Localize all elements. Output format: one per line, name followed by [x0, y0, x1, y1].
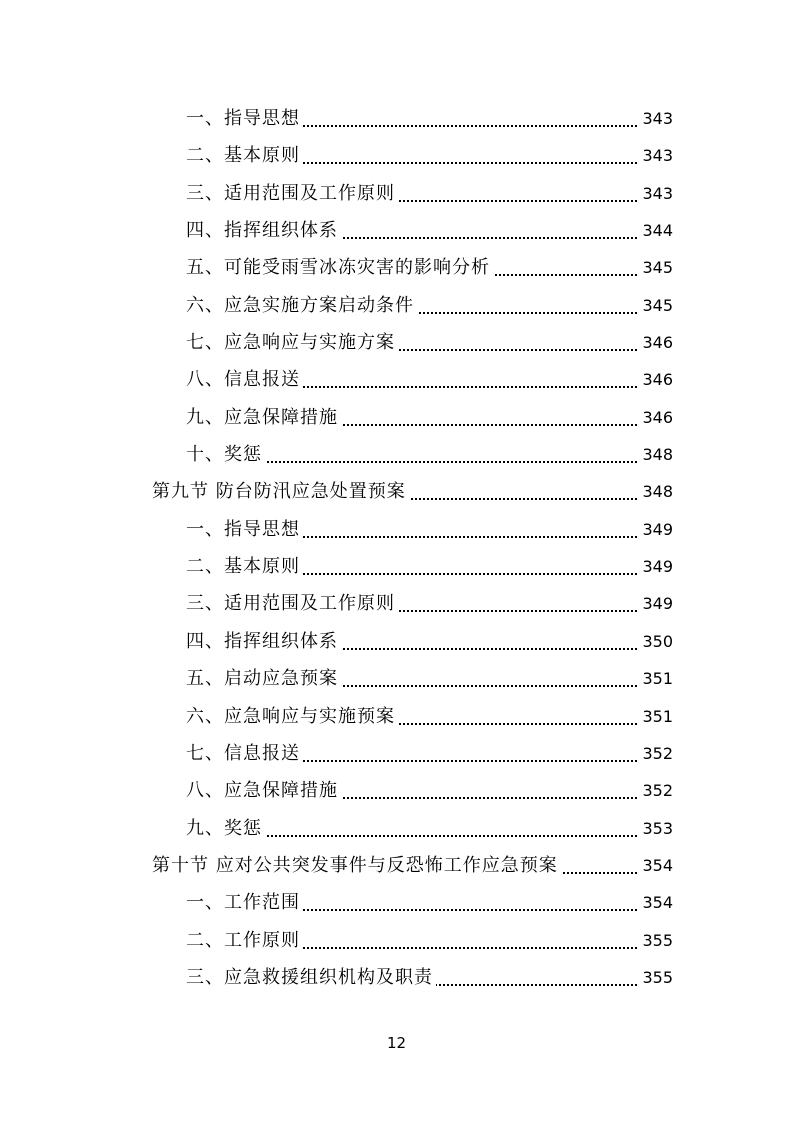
toc-entry-page: 351: [639, 706, 673, 728]
toc-entry-page: 351: [639, 668, 673, 690]
page-number: 12: [386, 1034, 407, 1052]
toc-entry-page: 345: [639, 257, 673, 279]
toc-entry-title: 八、信息报送: [186, 368, 303, 392]
toc-entry[interactable]: [0, 287, 793, 324]
toc-entry-page: 354: [639, 855, 673, 877]
toc-entry-title: 九、奖惩: [186, 817, 265, 841]
toc-entry-title: 四、指挥组织体系: [186, 630, 341, 654]
toc-entry-title: 六、应急响应与实施预案: [186, 705, 398, 729]
toc-entry-page: 349: [639, 556, 673, 578]
toc-entry[interactable]: [0, 212, 793, 249]
toc-entry-page: 343: [639, 108, 673, 130]
toc-entry-title: 一、工作范围: [186, 891, 303, 915]
toc-entry[interactable]: [0, 623, 793, 660]
toc-entry-page: 346: [639, 369, 673, 391]
toc-entry-page: 348: [639, 444, 673, 466]
toc-entry[interactable]: [0, 137, 793, 174]
toc-entry-title: 八、应急保障措施: [186, 779, 341, 803]
toc-section-entry[interactable]: [0, 473, 793, 510]
toc-entry[interactable]: [0, 511, 793, 548]
toc-entry-title: 三、适用范围及工作原则: [186, 182, 398, 206]
toc-entry[interactable]: [0, 399, 793, 436]
toc-entry-page: 345: [639, 295, 673, 317]
toc-entry[interactable]: [0, 585, 793, 622]
toc-entry[interactable]: [0, 735, 793, 772]
toc-entry-title: 七、信息报送: [186, 742, 303, 766]
toc-entry-title: 二、工作原则: [186, 929, 303, 953]
toc-entry-title: 三、应急救援组织机构及职责: [186, 966, 436, 990]
toc-entry-title: 十、奖惩: [186, 443, 265, 467]
toc-entry-title: 五、可能受雨雪冰冻灾害的影响分析: [186, 256, 493, 280]
toc-entry[interactable]: [0, 436, 793, 473]
toc-entry-page: 348: [639, 481, 673, 503]
toc-section-entry[interactable]: [0, 847, 793, 884]
toc-entry[interactable]: [0, 959, 793, 996]
toc-entry-page: 346: [639, 332, 673, 354]
toc-entry-title: 二、基本原则: [186, 555, 303, 579]
toc-entry[interactable]: [0, 249, 793, 286]
toc-entry[interactable]: [0, 698, 793, 735]
toc-entry[interactable]: [0, 660, 793, 697]
toc-entry-page: 350: [639, 631, 673, 653]
toc-entry[interactable]: [0, 324, 793, 361]
table-of-contents: [0, 100, 793, 996]
toc-entry-page: 346: [639, 407, 673, 429]
toc-entry-title: 四、指挥组织体系: [186, 219, 341, 243]
toc-entry[interactable]: [0, 175, 793, 212]
toc-entry[interactable]: [0, 810, 793, 847]
toc-entry-page: 343: [639, 183, 673, 205]
toc-entry-page: 344: [639, 220, 673, 242]
toc-entry-title: 七、应急响应与实施方案: [186, 331, 398, 355]
toc-entry[interactable]: [0, 772, 793, 809]
toc-entry-page: 352: [639, 743, 673, 765]
toc-entry-title: 三、适用范围及工作原则: [186, 592, 398, 616]
toc-entry-page: 354: [639, 892, 673, 914]
toc-entry-title: 九、应急保障措施: [186, 406, 341, 430]
toc-entry-page: 353: [639, 818, 673, 840]
toc-entry-page: 343: [639, 145, 673, 167]
toc-entry[interactable]: [0, 922, 793, 959]
toc-entry-page: 352: [639, 780, 673, 802]
toc-entry-title: 一、指导思想: [186, 107, 303, 131]
toc-entry[interactable]: [0, 361, 793, 398]
toc-section-title: 第十节 应对公共突发事件与反恐怖工作应急预案: [152, 854, 561, 878]
toc-entry-page: 355: [639, 967, 673, 989]
toc-entry-page: 355: [639, 930, 673, 952]
toc-entry[interactable]: [0, 100, 793, 137]
toc-entry-title: 一、指导思想: [186, 518, 303, 542]
toc-entry-page: 349: [639, 593, 673, 615]
toc-entry[interactable]: [0, 884, 793, 921]
toc-section-title: 第九节 防台防汛应急处置预案: [152, 480, 409, 504]
toc-entry-page: 349: [639, 519, 673, 541]
toc-entry-title: 六、应急实施方案启动条件: [186, 294, 417, 318]
toc-entry-title: 二、基本原则: [186, 144, 303, 168]
toc-entry[interactable]: [0, 548, 793, 585]
toc-entry-title: 五、启动应急预案: [186, 667, 341, 691]
